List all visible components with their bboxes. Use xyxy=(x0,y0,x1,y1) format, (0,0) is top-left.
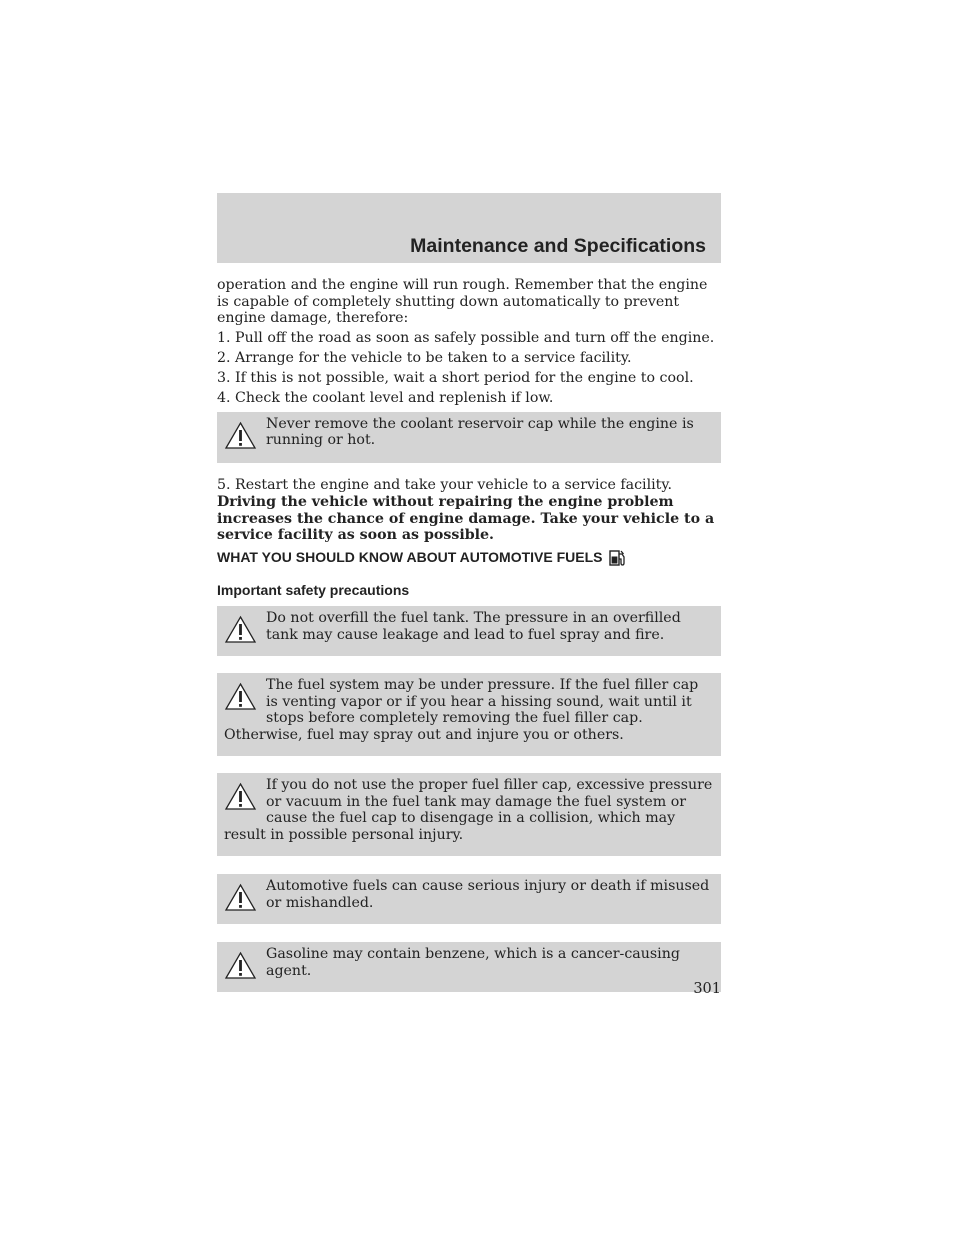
warning-triangle-icon xyxy=(224,951,257,980)
step-2: 2. Arrange for the vehicle to be taken to a service facility. xyxy=(217,350,632,366)
intro-paragraph: operation and the engine will run rough. Remember that the engine is capable of completely shutting down automatically to prevent engine damage, therefore: xyxy=(217,277,708,326)
warning-triangle-icon xyxy=(224,883,257,912)
warning-box-benzene xyxy=(217,942,721,992)
warning-box-fuels-injury xyxy=(217,874,721,924)
warning-text: Never remove the coolant reservoir cap while the engine is running or hot. xyxy=(266,415,694,448)
warning-triangle-icon xyxy=(224,615,257,644)
step-1: 1. Pull off the road as soon as safely possible and turn off the engine. xyxy=(217,330,715,346)
warning-text: Do not overfill the fuel tank. The pressure in an overfilled tank may cause leakage and lead to fuel spray and fire. xyxy=(266,610,681,643)
step-3: 3. If this is not possible, wait a short period for the engine to cool. xyxy=(217,370,694,386)
warning-triangle-icon xyxy=(224,782,257,811)
warning-box-coolant xyxy=(217,412,721,463)
page-content xyxy=(217,277,721,992)
section-title: Maintenance and Specifications xyxy=(410,235,706,257)
fuels-heading-text: WHAT YOU SHOULD KNOW ABOUT AUTOMOTIVE FUELS xyxy=(217,548,603,565)
step-4: 4. Check the coolant level and replenish if low. xyxy=(217,390,554,406)
warning-triangle-icon xyxy=(224,421,257,450)
warning-text: The fuel system may be under pressure. If the fuel filler cap is venting vapor or if you hear a hissing sound, wait until it stops before completely removing the fuel filler cap. Otherwise, fuel may spray out and injure you or others. xyxy=(224,677,699,743)
warning-text: Gasoline may contain benzene, which is a cancer-causing agent. xyxy=(266,946,680,979)
precautions-heading: Important safety precautions xyxy=(217,581,410,598)
warning-text: Automotive fuels can cause serious injury or death if misused or mishandled. xyxy=(266,878,710,911)
warning-box-pressure xyxy=(217,673,721,756)
fuels-heading xyxy=(217,548,721,567)
fuel-pump-icon xyxy=(608,548,627,567)
bold-note: Driving the vehicle without repairing the engine problem increases the chance of engine damage. Take your vehicle to a service facility as soon as possible. xyxy=(217,494,715,543)
page-number: 301 xyxy=(693,981,721,997)
warning-text: If you do not use the proper fuel filler cap, excessive pressure or vacuum in the fuel tank may damage the fuel system or cause the fuel cap to disengage in a collision, which may result in possible personal injury. xyxy=(224,777,713,843)
step-5: 5. Restart the engine and take your vehicle to a service facility. xyxy=(217,476,673,493)
warning-box-filler-cap xyxy=(217,773,721,856)
warning-triangle-icon xyxy=(224,682,257,711)
section-header-band xyxy=(217,193,721,263)
warning-box-overfill xyxy=(217,606,721,656)
